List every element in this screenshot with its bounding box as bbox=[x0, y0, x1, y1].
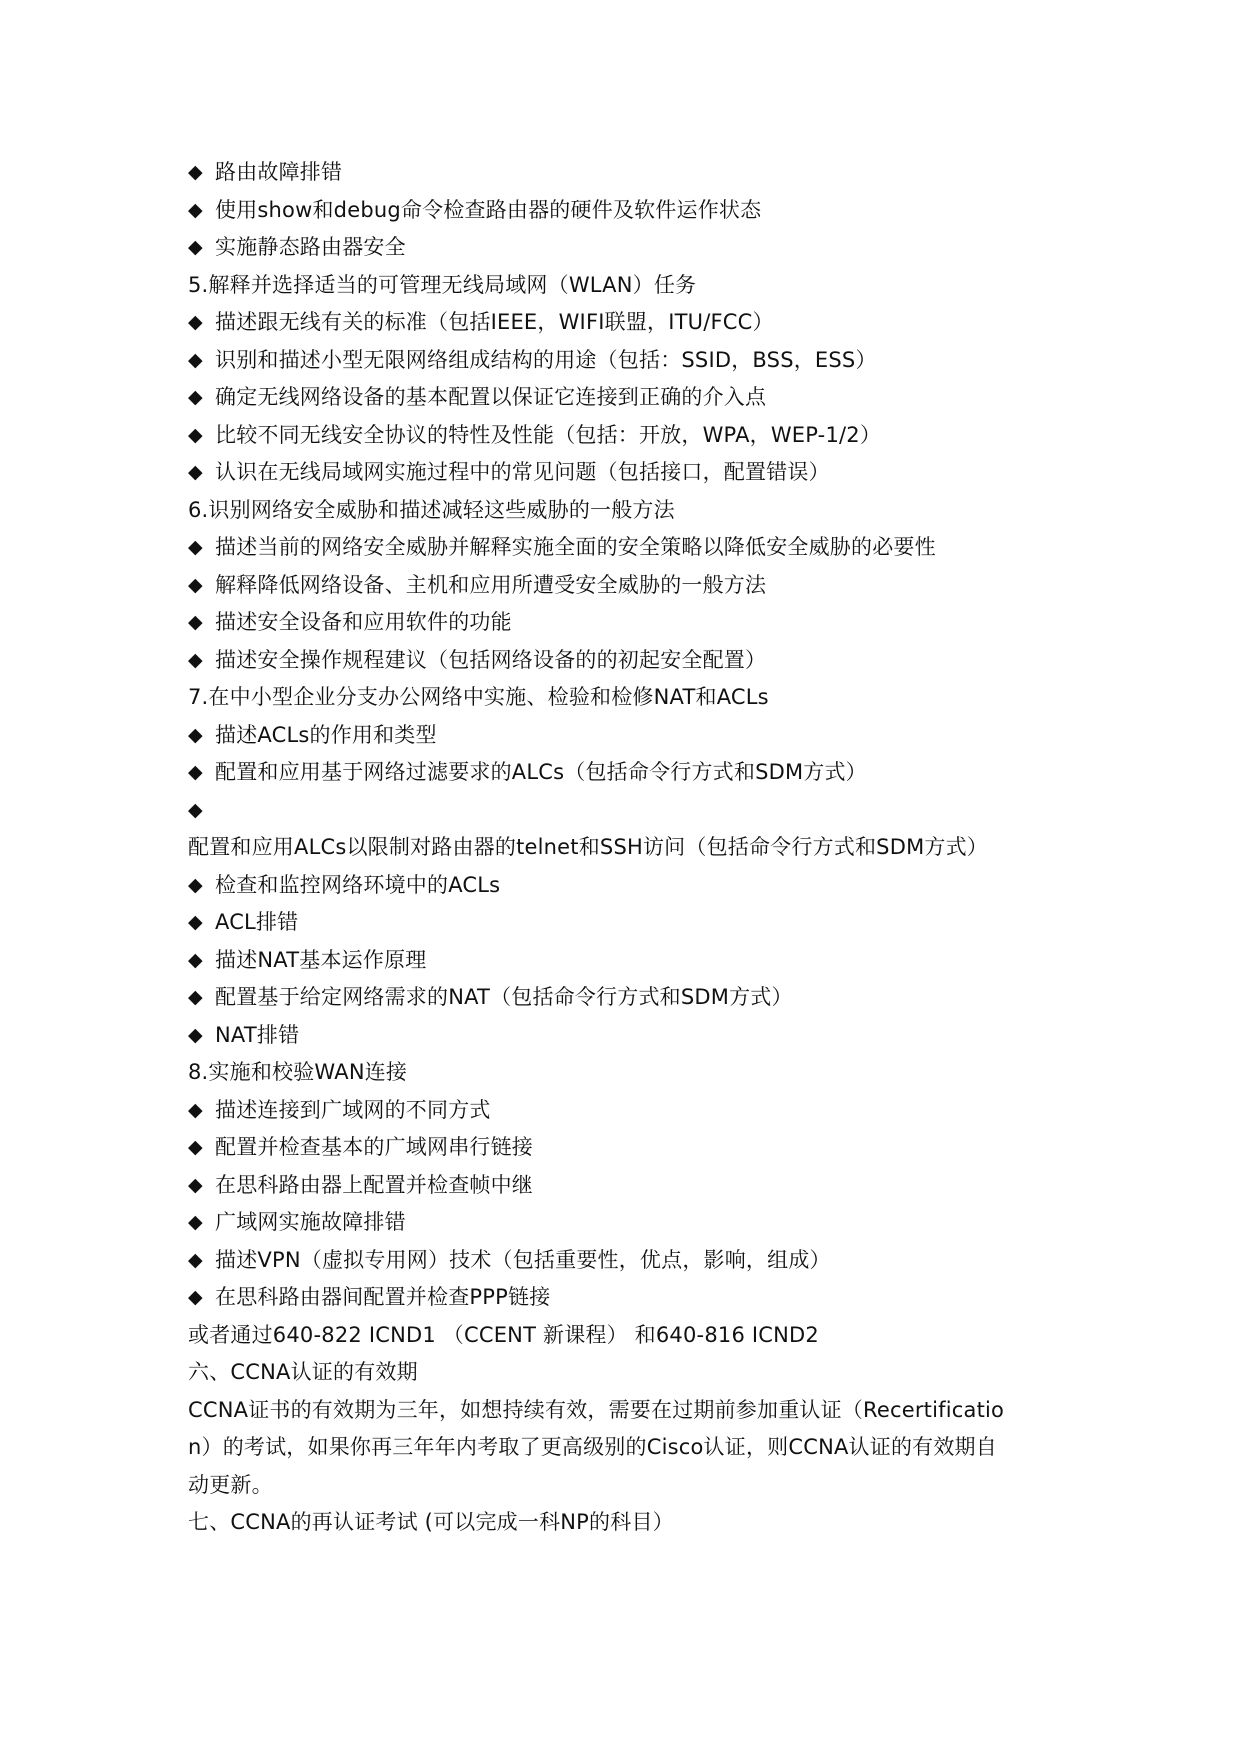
line-text: 描述跟无线有关的标准（包括IEEE，WIFI联盟，ITU/FCC） bbox=[215, 310, 774, 334]
diamond-bullet-icon: ◆ bbox=[188, 911, 203, 933]
bullet-list-item bbox=[188, 229, 1088, 267]
line-text: 识别和描述小型无限网络组成结构的用途（包括：SSID，BSS，ESS） bbox=[215, 347, 877, 372]
line-text: 6.识别网络安全威胁和描述减轻这些威胁的一般方法 bbox=[188, 497, 675, 522]
bullet-list-item bbox=[188, 942, 1088, 980]
diamond-bullet-icon: ◆ bbox=[188, 386, 203, 408]
line-text: 认识在无线局域网实施过程中的常见问题（包括接口，配置错误） bbox=[215, 460, 830, 484]
diamond-bullet-icon: ◆ bbox=[188, 1173, 203, 1196]
line-text: 描述ACLs的作用和类型 bbox=[215, 722, 437, 747]
line-text: 描述安全设备和应用软件的功能 bbox=[215, 610, 512, 634]
line-text: 在思科路由器间配置并检查PPP链接 bbox=[215, 1285, 551, 1309]
bullet-list-item bbox=[188, 154, 1088, 192]
line-text: 或者通过640-822 ICND1 （CCENT 新课程） 和640-816 ICND2 bbox=[188, 1322, 819, 1347]
bullet-list-item bbox=[188, 604, 1088, 642]
line-text: 使用show和debug命令检查路由器的硬件及软件运作状态 bbox=[215, 197, 762, 222]
bullet-list-item bbox=[188, 192, 1088, 230]
bullet-list-item bbox=[188, 754, 1088, 792]
line-text: 描述连接到广域网的不同方式 bbox=[215, 1097, 491, 1122]
line-text: 配置基于给定网络需求的NAT（包括命令行方式和SDM方式） bbox=[215, 985, 793, 1009]
line-text: 配置并检查基本的广域网串行链接 bbox=[215, 1135, 533, 1159]
diamond-bullet-icon: ◆ bbox=[188, 1098, 203, 1121]
line-text: 动更新。 bbox=[188, 1472, 273, 1497]
diamond-bullet-icon: ◆ bbox=[188, 1286, 203, 1308]
bullet-list-item bbox=[188, 1092, 1088, 1130]
bullet-list-item bbox=[188, 567, 1088, 605]
line-text: 七、CCNA的再认证考试 (可以完成一科NP的科目） bbox=[188, 1510, 674, 1534]
text-line bbox=[188, 1054, 1088, 1092]
diamond-bullet-icon: ◆ bbox=[188, 461, 203, 483]
bullet-list-item bbox=[188, 979, 1088, 1017]
line-text: NAT排错 bbox=[215, 1022, 300, 1047]
bullet-list-item bbox=[188, 379, 1088, 417]
bullet-list-item bbox=[188, 1167, 1088, 1205]
diamond-bullet-icon: ◆ bbox=[188, 761, 203, 783]
diamond-bullet-icon: ◆ bbox=[188, 198, 203, 221]
line-text: 六、CCNA认证的有效期 bbox=[188, 1360, 418, 1384]
diamond-bullet-icon: ◆ bbox=[188, 1136, 203, 1158]
line-text: 配置和应用ALCs以限制对路由器的telnet和SSH访问（包括命令行方式和SDM方式） bbox=[188, 835, 988, 859]
text-line bbox=[188, 679, 1088, 717]
line-text: CCNA证书的有效期为三年，如想持续有效，需要在过期前参加重认证（Recertificatio bbox=[188, 1397, 1005, 1422]
line-text: 描述当前的网络安全威胁并解释实施全面的安全策略以降低安全威胁的必要性 bbox=[215, 535, 936, 559]
diamond-bullet-icon: ◆ bbox=[188, 311, 203, 333]
text-line bbox=[188, 1504, 1088, 1542]
line-text: 描述VPN（虚拟专用网）技术（包括重要性，优点，影响，组成） bbox=[215, 1247, 831, 1272]
bullet-list-item bbox=[188, 717, 1088, 755]
bullet-list-item bbox=[188, 642, 1088, 680]
bullet-list-item bbox=[188, 529, 1088, 567]
diamond-bullet-icon: ◆ bbox=[188, 986, 203, 1008]
diamond-bullet-icon: ◆ bbox=[188, 1023, 203, 1046]
bullet-list-item bbox=[188, 454, 1088, 492]
line-text: 路由故障排错 bbox=[215, 160, 343, 184]
bullet-list-item bbox=[188, 1242, 1088, 1280]
diamond-bullet-icon: ◆ bbox=[188, 798, 203, 821]
bullet-list-item bbox=[188, 342, 1088, 380]
diamond-bullet-icon: ◆ bbox=[188, 611, 203, 633]
diamond-bullet-icon: ◆ bbox=[188, 536, 203, 558]
line-text: 8.实施和校验WAN连接 bbox=[188, 1060, 408, 1084]
diamond-bullet-icon: ◆ bbox=[188, 1211, 203, 1233]
text-line bbox=[188, 829, 1088, 867]
line-text: 确定无线网络设备的基本配置以保证它连接到正确的介入点 bbox=[215, 385, 767, 409]
bullet-list-item bbox=[188, 417, 1088, 455]
diamond-bullet-icon: ◆ bbox=[188, 648, 203, 671]
text-line bbox=[188, 1354, 1088, 1392]
line-text: 实施静态路由器安全 bbox=[215, 235, 406, 259]
line-text: n）的考试，如果你再三年年内考取了更高级别的Cisco认证，则CCNA认证的有效期自 bbox=[188, 1435, 997, 1459]
line-text: 7.在中小型企业分支办公网络中实施、检验和检修NAT和ACLs bbox=[188, 685, 769, 709]
line-text: 在思科路由器上配置并检查帧中继 bbox=[215, 1172, 533, 1197]
line-text: 比较不同无线安全协议的特性及性能（包括：开放，WPA，WEP-1/2） bbox=[215, 422, 882, 447]
bullet-list-item bbox=[188, 1204, 1088, 1242]
bullet-list-item bbox=[188, 904, 1088, 942]
text-line bbox=[188, 1467, 1088, 1505]
diamond-bullet-icon: ◆ bbox=[188, 1248, 203, 1271]
line-text: ACL排错 bbox=[215, 910, 299, 934]
diamond-bullet-icon: ◆ bbox=[188, 423, 203, 446]
bullet-list-item bbox=[188, 1129, 1088, 1167]
line-text: 解释降低网络设备、主机和应用所遭受安全威胁的一般方法 bbox=[215, 572, 767, 597]
text-line bbox=[188, 492, 1088, 530]
document-body bbox=[188, 154, 1088, 1542]
line-text: 检查和监控网络环境中的ACLs bbox=[215, 872, 501, 897]
bullet-list-item bbox=[188, 792, 1088, 830]
text-line bbox=[188, 1429, 1088, 1467]
bullet-list-item bbox=[188, 1279, 1088, 1317]
bullet-list-item bbox=[188, 1017, 1088, 1055]
diamond-bullet-icon: ◆ bbox=[188, 161, 203, 183]
text-line bbox=[188, 1392, 1088, 1430]
bullet-list-item bbox=[188, 304, 1088, 342]
diamond-bullet-icon: ◆ bbox=[188, 723, 203, 746]
diamond-bullet-icon: ◆ bbox=[188, 948, 203, 971]
text-line bbox=[188, 267, 1088, 305]
line-text: 广域网实施故障排错 bbox=[215, 1210, 406, 1234]
line-text: 描述安全操作规程建议（包括网络设备的的初起安全配置） bbox=[215, 647, 767, 672]
line-text: 配置和应用基于网络过滤要求的ALCs（包括命令行方式和SDM方式） bbox=[215, 760, 867, 784]
line-text: 描述NAT基本运作原理 bbox=[215, 947, 427, 972]
bullet-list-item bbox=[188, 867, 1088, 905]
line-text: 5.解释并选择适当的可管理无线局域网（WLAN）任务 bbox=[188, 272, 697, 297]
diamond-bullet-icon: ◆ bbox=[188, 873, 203, 896]
diamond-bullet-icon: ◆ bbox=[188, 573, 203, 596]
text-line bbox=[188, 1317, 1088, 1355]
diamond-bullet-icon: ◆ bbox=[188, 348, 203, 371]
diamond-bullet-icon: ◆ bbox=[188, 236, 203, 258]
